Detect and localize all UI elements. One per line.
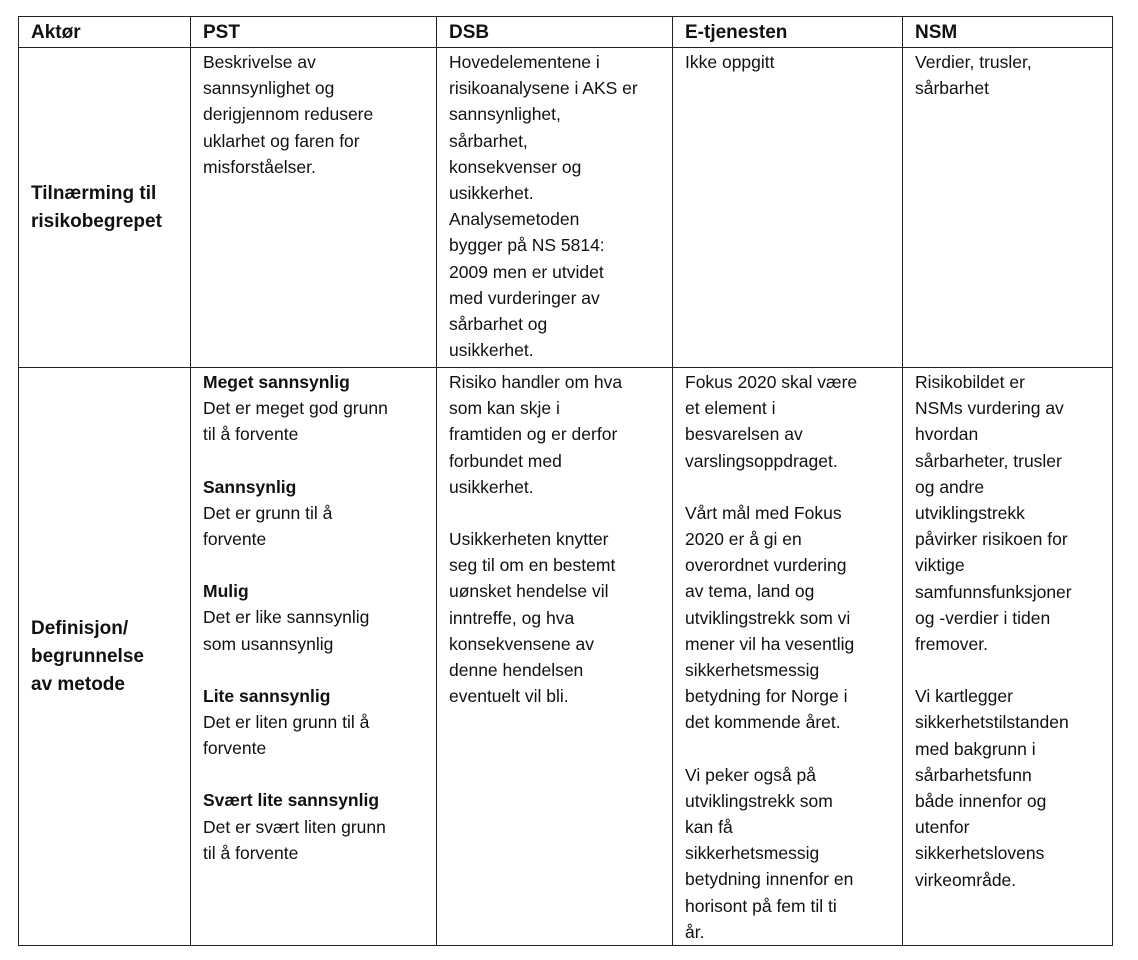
paragraph: Risiko handler om hva som kan skje i framtiden og er derfor forbundet med usikkerhet. (449, 372, 623, 497)
cell-text: Beskrivelse av sannsynlighet og derigjennom redusere uklarhet og faren for misforståelser. (203, 52, 374, 177)
scale-item-text: Det er like sannsynlig som usannsynlig (203, 607, 370, 654)
scale-item-title: Meget sannsynlig (203, 372, 350, 392)
scale-item (203, 683, 428, 762)
cell-nsm-approach (903, 48, 1113, 368)
scale-item-title: Svært lite sannsynlig (203, 790, 380, 811)
row-label-text: Definisjon/ begrunnelse av metode (31, 618, 144, 696)
probability-scale (203, 369, 428, 866)
paragraph: Vi peker også på utviklingstrekk som kan få sikkerhetsmessig betydning innenfor en horisont på fem til ti år. (685, 764, 854, 942)
scale-item-title: Lite sannsynlig (203, 685, 331, 706)
table-row-approach (19, 48, 1113, 368)
scale-item (203, 369, 428, 448)
header-e-tjenesten: E-tjenesten (673, 17, 903, 48)
scale-item-text: Det er svært liten grunn til å forvente (203, 816, 386, 863)
comparison-table (18, 16, 1113, 946)
cell-e-tjenesten-approach (673, 48, 903, 368)
cell-nsm-definition (903, 368, 1113, 946)
header-aktor: Aktør (19, 17, 191, 48)
cell-pst-definition (191, 368, 437, 946)
cell-e-tjenesten-definition (673, 368, 903, 946)
cell-dsb-approach (437, 48, 673, 368)
paragraph: Risikobildet er NSMs vurdering av hvordan sårbarheter, trusler og andre utviklingstrekk påvirker risikoen for viktige samfunnsfunksjoner og -verdier i tiden fremover. (915, 372, 1072, 655)
paragraph: Fokus 2020 skal være et element i besvarelsen av varslingsoppdraget. (685, 372, 858, 471)
scale-item-text: Det er meget god grunn til å forvente (203, 398, 388, 445)
table-row-definition (19, 368, 1113, 946)
cell-dsb-definition (437, 368, 673, 946)
scale-item (203, 474, 428, 553)
header-pst: PST (191, 17, 437, 48)
cell-text: Hovedelementene i risikoanalysene i AKS er sannsynlighet, sårbarhet, konsekvenser og usikkerhet. Analysemetoden bygger på NS 5814: 2009 men er utvidet med vurderinger av sårbarhet og usikkerhet. (449, 52, 638, 361)
header-dsb: DSB (437, 17, 673, 48)
row-label-definition (19, 368, 191, 946)
scale-item (203, 578, 428, 657)
scale-item-title: Mulig (203, 581, 249, 602)
row-label-approach (19, 48, 191, 368)
header-row (19, 17, 1113, 48)
paragraph: Usikkerheten knytter seg til om en bestemt uønsket hendelse vil inntreffe, og hva konsekvensene av denne hendelsen eventuelt vil bli. (449, 529, 616, 707)
header-nsm: NSM (903, 17, 1113, 48)
cell-text: Ikke oppgitt (685, 52, 775, 72)
cell-text: Verdier, trusler, sårbarhet (915, 52, 1032, 99)
paragraph: Vårt mål med Fokus 2020 er å gi en overordnet vurdering av tema, land og utviklingstrekk som vi mener vil ha vesentlig sikkerhetsmessig betydning for Norge i det kommende året. (685, 502, 855, 733)
cell-pst-approach (191, 48, 437, 368)
scale-item-text: Det er grunn til å forvente (203, 502, 333, 550)
row-label-text: Tilnærming til risikobegrepet (31, 183, 162, 232)
scale-item (203, 787, 428, 866)
scale-item-title: Sannsynlig (203, 476, 297, 497)
paragraph: Vi kartlegger sikkerhetstilstanden med bakgrunn i sårbarhetsfunn både innenfor og utenfor sikkerhetslovens virkeområde. (915, 686, 1069, 890)
scale-item-text: Det er liten grunn til å forvente (203, 712, 370, 759)
